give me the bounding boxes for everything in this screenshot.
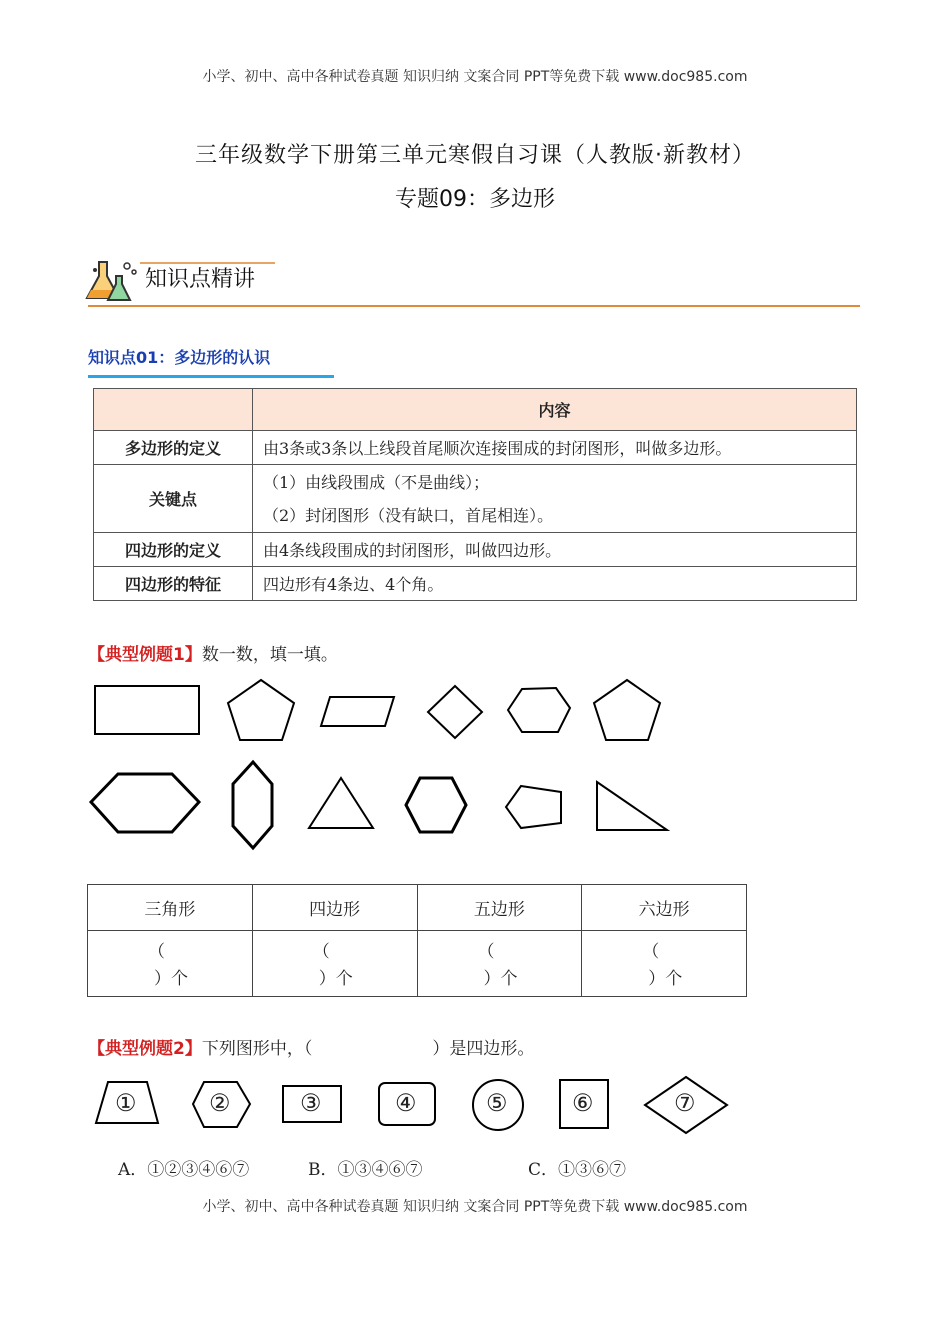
- shape-label-7: ⑦: [674, 1089, 696, 1117]
- shape-label-4: ④: [395, 1089, 417, 1117]
- document-subtitle: 专题09：多边形: [395, 187, 555, 212]
- table-row: 四边形的特征 四边形有4条边、4个角。: [94, 567, 857, 601]
- count-table-answers: [88, 931, 747, 997]
- shape-label-3: ③: [300, 1089, 322, 1117]
- regular-hexagon-shape: [406, 778, 466, 832]
- count-table-header: 三角形 四边形 五边形 六边形: [88, 885, 747, 931]
- pentagon-shape: [228, 680, 294, 740]
- key-point-line-1: （1）由线段围成（不是曲线）；: [263, 472, 490, 492]
- key-point-line-2: （2）封闭图形（没有缺口，首尾相连）。: [263, 505, 554, 525]
- irregular-hexagon-shape: [508, 688, 570, 732]
- option-c[interactable]: C．①③⑥⑦: [528, 1160, 627, 1180]
- shape-label-5: ⑤: [486, 1089, 508, 1117]
- page-footer: 小学、初中、高中各种试卷真题 知识归纳 文案合同 PPT等免费下载 www.doc985.com: [202, 1199, 748, 1215]
- answer-blank-triangle[interactable]: （ ）个: [88, 931, 253, 997]
- table-header-row: [94, 389, 857, 431]
- diamond-shape: [428, 686, 482, 738]
- example-2-prompt: [88, 1034, 534, 1059]
- right-triangle-shape: [597, 782, 667, 830]
- example-2-text-before: 下列图形中，（: [201, 1039, 313, 1059]
- example-2-label: 【典型例题2】: [88, 1039, 202, 1059]
- example-1-label: 【典型例题1】: [88, 645, 202, 665]
- option-a[interactable]: A．①②③④⑥⑦: [118, 1160, 250, 1180]
- knowledge-table: [93, 388, 857, 601]
- count-table: [87, 884, 747, 997]
- section-divider: [88, 305, 860, 307]
- hexagon-tall-shape: [233, 762, 272, 848]
- option-b[interactable]: B．①③④⑥⑦: [308, 1160, 423, 1180]
- table-row: 关键点 （1）由线段围成（不是曲线）； （2）封闭图形（没有缺口，首尾相连）。: [94, 465, 857, 533]
- shape-label-6: ⑥: [572, 1089, 594, 1117]
- hexagon-wide-shape: [91, 774, 199, 832]
- knowledge-point-underline: [88, 375, 334, 378]
- rectangle-shape: [95, 686, 199, 734]
- section-label: 知识点精讲: [145, 267, 256, 292]
- table-header-content: 内容: [253, 389, 857, 431]
- answer-blank-hexagon[interactable]: （ ）个: [582, 931, 747, 997]
- page-header: 小学、初中、高中各种试卷真题 知识归纳 文案合同 PPT等免费下载 www.doc985.com: [202, 69, 748, 85]
- table-row: 多边形的定义 由3条或3条以上线段首尾顺次连接围成的封闭图形，叫做多边形。: [94, 431, 857, 465]
- knowledge-point-title: 知识点01：多边形的认识: [88, 348, 271, 367]
- lab-flask-icon: [87, 262, 136, 300]
- irregular-pentagon-shape: [506, 786, 561, 828]
- shape-label-1: ①: [115, 1089, 137, 1117]
- table-row: 四边形的定义 由4条线段围成的封闭图形，叫做四边形。: [94, 533, 857, 567]
- shape-label-2: ②: [209, 1089, 231, 1117]
- parallelogram-shape: [321, 697, 394, 726]
- example-1-prompt: [88, 640, 338, 665]
- example-1-text: 数一数，填一填。: [201, 645, 338, 665]
- triangle-shape: [309, 778, 373, 828]
- answer-blank-quadrilateral[interactable]: （ ）个: [252, 931, 417, 997]
- document-title: 三年级数学下册第三单元寒假自习课（人教版·新教材）: [195, 143, 755, 168]
- pentagon-shape-2: [594, 680, 660, 740]
- example-2-text-after: ）是四边形。: [432, 1039, 535, 1059]
- answer-blank-pentagon[interactable]: （ ）个: [417, 931, 582, 997]
